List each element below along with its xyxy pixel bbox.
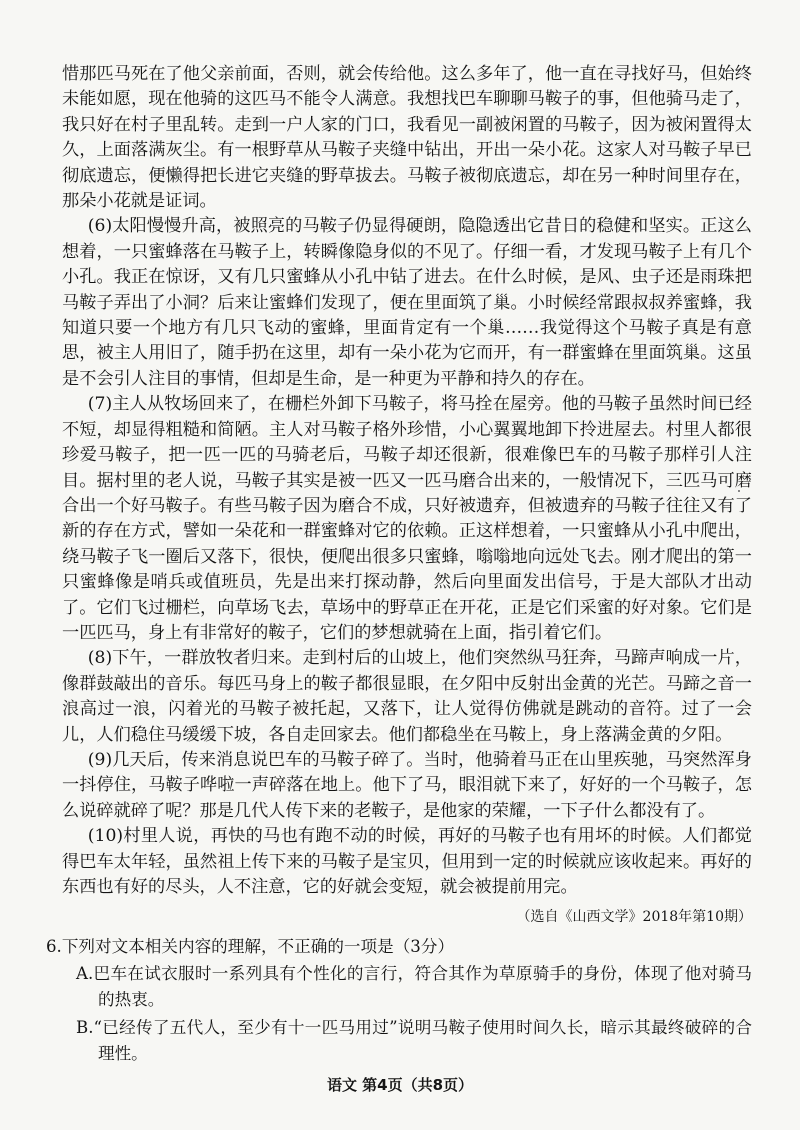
question-6-stem: 6.下列对文本相关内容的理解，不正确的一项是（3分） [46,937,455,957]
paragraph-7: (7)主人从牧场回来了，在栅栏外卸下马鞍子，将马拴在屋旁。他的马鞍子虽然时间已经不短，却显得粗糙和简陋。主人对马鞍子格外珍惜，小心翼翼地卸下拎进屋去。村里人都很珍爱马鞍子，把一匹一匹的马骑老后，马鞍子却还很新，很难像巴车的马鞍子那样引人注目。据村里的老人说，马鞍子其实是被一匹又一匹马磨合出来的，一般情况下，三匹马可磨合出一个好马鞍子。有些马鞍子因为磨合不成，只好被遗弃，但被遗弃的马鞍子往往又有了新的存在方式，譬如一朵花和一群蜜蜂对它的依赖。正这样想着，一只蜜蜂从小孔中爬出，绕马鞍子飞一圈后又落下，很快，便爬出很多只蜜蜂，嗡嗡地向远处飞去。刚才爬出的第一只蜜蜂像是哨兵或值班员，先是出来打探动静，然后向里面发出信号，于是大部队才出动了。它们飞过栅栏，向草场飞去，草场中的野草正在开花，正是它们采蜜的好对象。它们是一匹匹马，身上有非常好的鞍子，它们的梦想就骑在上面，指引着它们。 [62,394,752,643]
scan-speck [738,490,740,492]
paragraph-5-continued: 惜那匹马死在了他父亲前面，否则，就会传给他。这么多年了，他一直在寻找好马，但始终未能如愿，现在他骑的这匹马不能令人满意。我想找巴车聊聊马鞍子的事，但他骑马走了，我只好在村子里乱转。走到一户人家的门口，我看见一副被闲置的马鞍子，因为被闲置得太久，上面落满灰尘。有一根野草从马鞍子夹缝中钻出，开出一朵小花。这家人对马鞍子早已彻底遗忘，便懒得把长进它夹缝的野草拔去。马鞍子被彻底遗忘，却在另一种时间里存在，那朵小花就是证词。 [62,64,752,212]
question-6-option-a: A.巴车在试衣服时一系列具有个性化的言行，符合其作为草原骑手的身份，体现了他对骑马的热衷。 [76,964,752,1010]
paragraph-6: (6)太阳慢慢升高，被照亮的马鞍子仍显得硬朗，隐隐透出它昔日的稳健和坚实。正这么想着，一只蜜蜂落在马鞍子上，转瞬像隐身似的不见了。仔细一看，才发现马鞍子上有几个小孔。我正在惊讶，又有几只蜜蜂从小孔中钻了进去。在什么时候，是风、虫子还是雨珠把马鞍子弄出了小洞？后来让蜜蜂们发现了，便在里面筑了巢。小时候经常跟叔叔养蜜蜂，我知道只要一个地方有几只飞动的蜜蜂，里面肯定有一个巢……我觉得这个马鞍子真是有意思，被主人用旧了，随手扔在这里，却有一朵小花为它而开，有一群蜜蜂在里面筑巢。这虽是不会引人注目的事情，但却是生命，是一种更为平静和持久的存在。 [62,216,752,389]
exam-page-body [46,62,752,1067]
question-6-option-b: B.“已经传了五代人，至少有十一匹马用过”说明马鞍子使用时间久长，暗示其最终破碎的合理性。 [76,1018,752,1064]
page-footer: 语文 第4页（共8页） [326,1076,474,1094]
source-citation: （选自《山西文学》2018年第10期） [516,909,752,926]
paragraph-10: (10)村里人说，再快的马也有跑不动的时候，再好的马鞍子也有用坏的时候。人们都觉得巴车太年轻，虽然祖上传下来的马鞍子是宝贝，但用到一定的时候就应该收起来。再好的东西也有好的尽头，人不注意，它的好就会变短，就会被提前用完。 [62,826,752,897]
paragraph-9: (9)几天后，传来消息说巴车的马鞍子碎了。当时，他骑着马正在山里疾驰，马突然浑身一抖停住，马鞍子哗啦一声碎落在地上。他下了马，眼泪就下来了，好好的一个马鞍子，怎么说碎就碎了呢？那是几代人传下来的老鞍子，是他家的荣耀，一下子什么都没有了。 [62,749,752,821]
paragraph-8: (8)下午，一群放牧者归来。走到村后的山坡上，他们突然纵马狂奔，马蹄声响成一片，像群鼓敲出的音乐。每匹马身上的鞍子都很显眼，在夕阳中反射出金黄的光芒。马蹄之音一浪高过一浪，闪着光的马鞍子被托起，又落下，让人觉得仿佛就是跳动的音符。过了一会儿，人们稳住马缓缓下坡，各自走回家去。他们都稳坐在马鞍上，身上落满金黄的夕阳。 [62,648,752,745]
